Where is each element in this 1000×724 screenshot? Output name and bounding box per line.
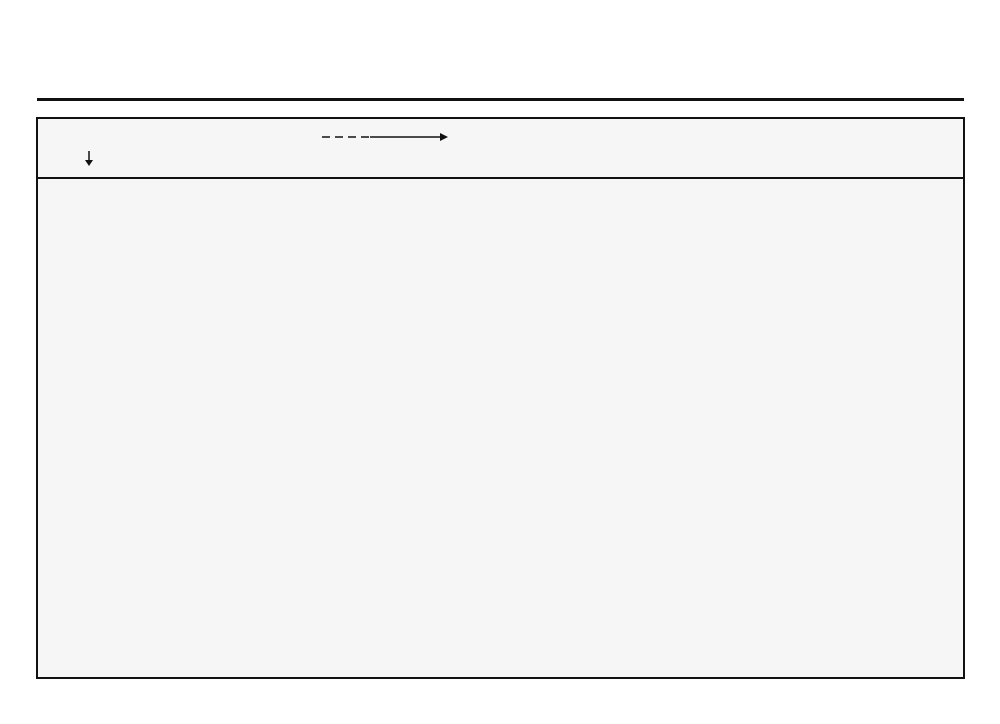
right-arrow-icon xyxy=(320,130,450,144)
chart-header-row xyxy=(38,119,963,179)
chart-grid xyxy=(38,179,963,679)
down-arrow-icon xyxy=(84,151,94,167)
morphological-chart-table xyxy=(36,117,965,679)
title-underline xyxy=(37,98,964,101)
